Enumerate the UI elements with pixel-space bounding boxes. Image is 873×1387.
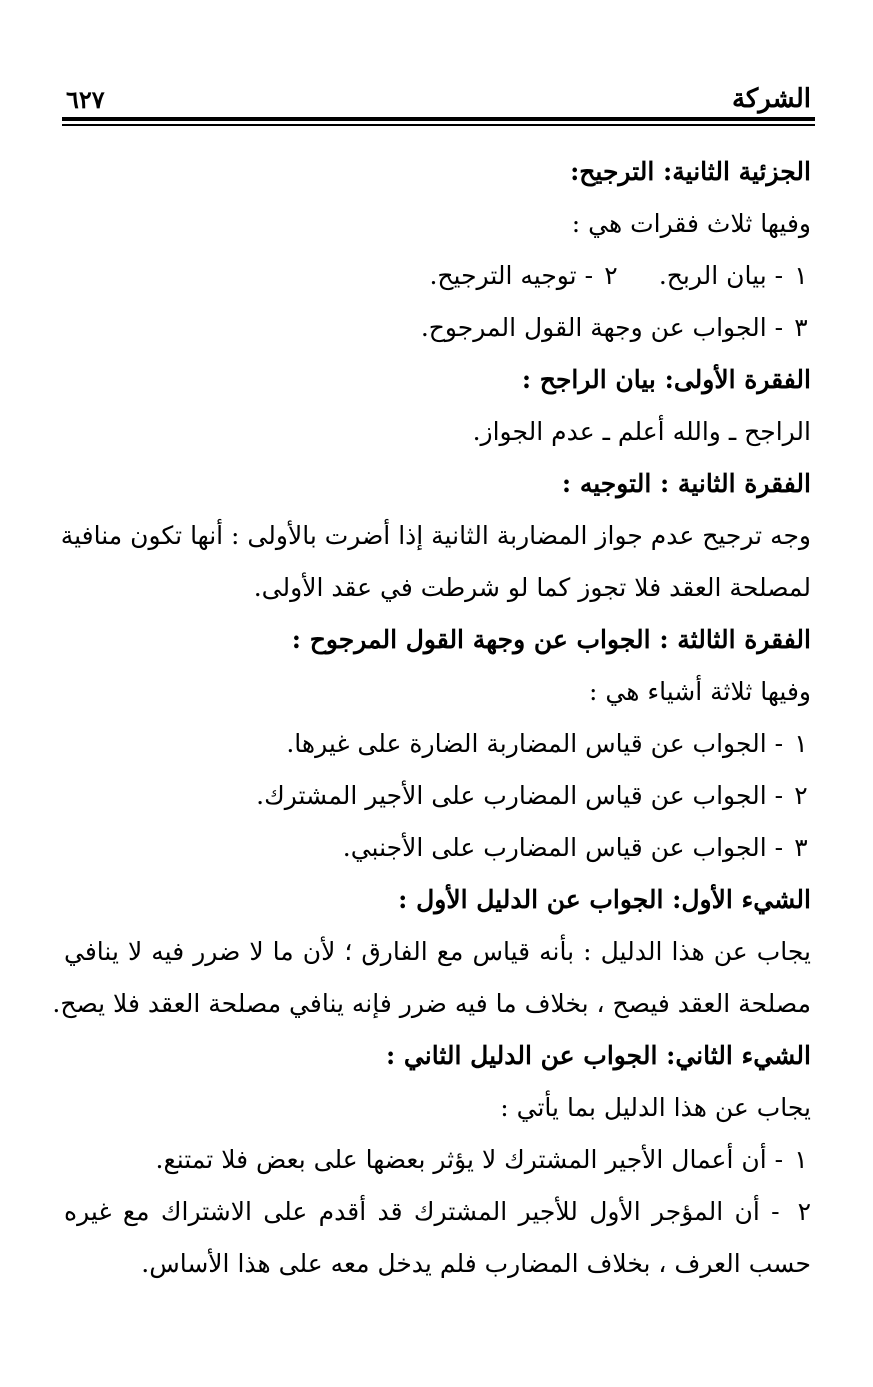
list-item <box>64 770 811 822</box>
header-rule-thin <box>62 124 815 126</box>
list-item <box>64 718 811 770</box>
list-item <box>64 1134 811 1186</box>
paragraph-line: وفيها ثلاثة أشياء هي : <box>589 677 811 706</box>
list-number: ٢ <box>797 1197 811 1226</box>
section-heading: الجزئية الثانية: الترجيح: <box>570 157 811 186</box>
list-text: - الجواب عن قياس المضارب على الأجير المشترك. <box>256 781 784 810</box>
paragraph-line: الراجح ـ والله أعلم ـ عدم الجواز. <box>472 417 811 446</box>
paragraph-line: لمصلحة العقد فلا تجوز كما لو شرطت في عقد الأولى. <box>253 573 811 602</box>
list-item-2 <box>429 250 621 302</box>
subsection-heading: الشيء الأول: الجواب عن الدليل الأول : <box>398 885 811 914</box>
paragraph-line: وفيها ثلاث فقرات هي : <box>571 209 811 238</box>
list-text: - توجيه الترجيح. <box>429 261 594 290</box>
list-item <box>64 1186 811 1238</box>
paragraph-line: وجه ترجيح عدم جواز المضاربة الثانية إذا أضرت بالأولى : أنها تكون منافية <box>60 521 811 550</box>
list-text: - بيان الربح. <box>658 261 784 290</box>
paragraph-line: يجاب عن هذا الدليل : بأنه قياس مع الفارق ؛ لأن ما لا ضرر فيه لا ينافي <box>64 937 811 966</box>
subsection-heading: الفقرة الثالثة : الجواب عن وجهة القول المرجوح : <box>291 625 811 654</box>
subsection-heading: الشيء الثاني: الجواب عن الدليل الثاني : <box>386 1041 811 1070</box>
list-text: - أن أعمال الأجير المشترك لا يؤثر بعضها على بعض فلا تمتنع. <box>155 1145 784 1174</box>
body-text <box>52 146 811 1290</box>
list-item-1 <box>621 250 811 302</box>
running-header <box>66 80 811 114</box>
list-number: ٣ <box>794 313 808 342</box>
list-text: - الجواب عن قياس المضاربة الضارة على غيرها. <box>286 729 784 758</box>
paragraph-line: يجاب عن هذا الدليل بما يأتي : <box>500 1093 811 1122</box>
list-text: - أن المؤجر الأول للأجير المشترك قد أقدم على الاشتراك مع غيره <box>64 1197 780 1226</box>
running-title: الشركة <box>731 84 811 114</box>
list-number: ٢ <box>794 781 808 810</box>
list-number: ١ <box>794 261 808 290</box>
list-text: - الجواب عن وجهة القول المرجوح. <box>420 313 784 342</box>
list-item <box>64 822 811 874</box>
list-number: ٢ <box>604 261 618 290</box>
subsection-heading: الفقرة الأولى: بيان الراجح : <box>521 365 811 394</box>
list-number: ١ <box>794 1145 808 1174</box>
page-number: ٦٢٧ <box>66 85 105 114</box>
paragraph-line: مصلحة العقد فيصح ، بخلاف ما فيه ضرر فإنه ينافي مصلحة العقد فلا يصح. <box>52 989 811 1018</box>
list-number: ١ <box>794 729 808 758</box>
subsection-heading: الفقرة الثانية : التوجيه : <box>561 469 811 498</box>
paragraph-line: حسب العرف ، بخلاف المضارب فلم يدخل معه على هذا الأساس. <box>141 1249 811 1278</box>
list-text: - الجواب عن قياس المضارب على الأجنبي. <box>342 833 784 862</box>
list-row <box>64 250 811 302</box>
list-number: ٣ <box>794 833 808 862</box>
header-rule-thick <box>62 117 815 121</box>
list-item-3 <box>64 302 811 354</box>
